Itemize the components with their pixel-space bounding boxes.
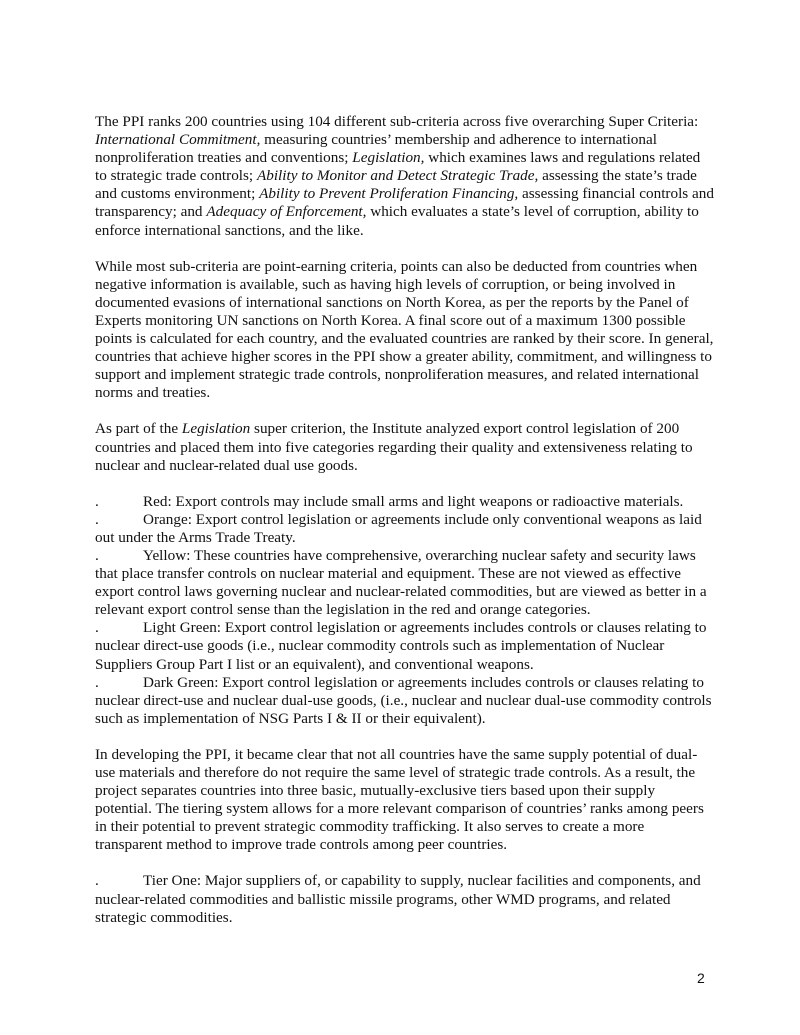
text-run: As part of the (95, 420, 182, 438)
page-number: 2 (697, 970, 705, 986)
text-run: super criterion, the Institute analyzed export control legislation of 200 countries and placed them into five categories regarding their quality and extensiveness relating to nuclear and nuclear-related dual use goods. (95, 420, 693, 474)
document-body (95, 113, 715, 945)
italic-term: Adequacy of Enforcement, (206, 203, 367, 221)
bullet-marker: . (95, 546, 99, 564)
list-item (95, 619, 715, 673)
list-item (95, 493, 715, 511)
bullet-marker: . (95, 673, 99, 691)
text-run: assessing financial controls and transparency; and (95, 185, 714, 221)
paragraph-tiering: In developing the PPI, it became clear that not all countries have the same supply potential of dual-use materials and therefore do not require the same level of strategic trade controls. As a result, the project separates countries into three basic, mutually-exclusive tiers based upon their supply potential. The tiering system allows for a more relevant comparison of countries’ ranks among peers in their potential to prevent strategic commodity trafficking. It also serves to create a more transparent method to improve trade controls among peer countries. (95, 745, 704, 854)
bullet-marker: . (95, 510, 99, 528)
legislation-category-list (95, 493, 715, 728)
text-run: which examines laws and regulations related to strategic trade controls; (95, 149, 701, 185)
list-item-text: Orange: Export control legislation or agreements include only conventional weapons as laid out under the Arms Trade Treaty. (95, 510, 702, 546)
list-item-text: Yellow: These countries have comprehensive, overarching nuclear safety and security laws that place transfer controls on nuclear material and equipment. These are not viewed as effective export control laws governing nuclear and nuclear-related commodities, but are viewed as better in a relevant export control sense than the legislation in the red and orange categories. (95, 546, 707, 619)
italic-term: International Commitment (95, 131, 257, 149)
tier-list (95, 872, 715, 926)
paragraph-super-criteria (95, 113, 715, 240)
list-item (95, 872, 715, 926)
paragraph-legislation (95, 420, 715, 474)
italic-term: Ability to Monitor and Detect Strategic Trade, (256, 167, 539, 185)
bullet-marker: . (95, 872, 99, 890)
bullet-marker: . (95, 619, 99, 637)
bullet-marker: . (95, 492, 99, 510)
text-run: assessing the state’s trade and customs environment; (95, 167, 697, 203)
list-item-text: Light Green: Export control legislation or agreements includes controls or clauses relating to nuclear direct-use goods (i.e., nuclear commodity controls such as implementation of Nuclear Suppliers Group Part I list or an equivalent), and conventional weapons. (95, 619, 707, 673)
text-run: which evaluates a state’s level of corruption, ability to enforce international sanctions, and the like. (95, 203, 699, 239)
list-item (95, 674, 715, 728)
text-run: The PPI ranks 200 countries using 104 different sub-criteria across five overarching Super Criteria: (95, 113, 699, 130)
list-item-text: Tier One: Major suppliers of, or capability to supply, nuclear facilities and components, and nuclear-related commodities and ballistic missile programs, other WMD programs, and related strategic commodities. (95, 872, 701, 926)
list-item (95, 511, 715, 547)
italic-term: Legislation, (352, 149, 425, 167)
italic-term: Legislation (181, 420, 251, 438)
text-run: , measuring countries’ membership and adherence to international nonproliferation treaties and conventions; (95, 131, 657, 167)
italic-term: Ability to Prevent Proliferation Financing, (259, 185, 519, 203)
list-item (95, 547, 715, 619)
paragraph-scoring: While most sub-criteria are point-earning criteria, points can also be deducted from countries when negative information is available, such as having high levels of corruption, or being involved in documented evasions of international sanctions on North Korea, as per the reports by the Panel of Experts monitoring UN sanctions on North Korea. A final score out of a maximum 1300 possible points is calculated for each country, and the evaluated countries are ranked by their score. In general, countries that achieve higher scores in the PPI show a greater ability, commitment, and willingness to support and implement strategic trade controls, nonproliferation measures, and related international norms and treaties. (95, 257, 714, 402)
list-item-text: Dark Green: Export control legislation or agreements includes controls or clauses relating to nuclear direct-use and nuclear dual-use goods, (i.e., nuclear and nuclear dual-use commodity controls such as implementation of NSG Parts I & II or their equivalent). (95, 673, 712, 727)
list-item-text: Red: Export controls may include small arms and light weapons or radioactive materials. (143, 492, 684, 510)
